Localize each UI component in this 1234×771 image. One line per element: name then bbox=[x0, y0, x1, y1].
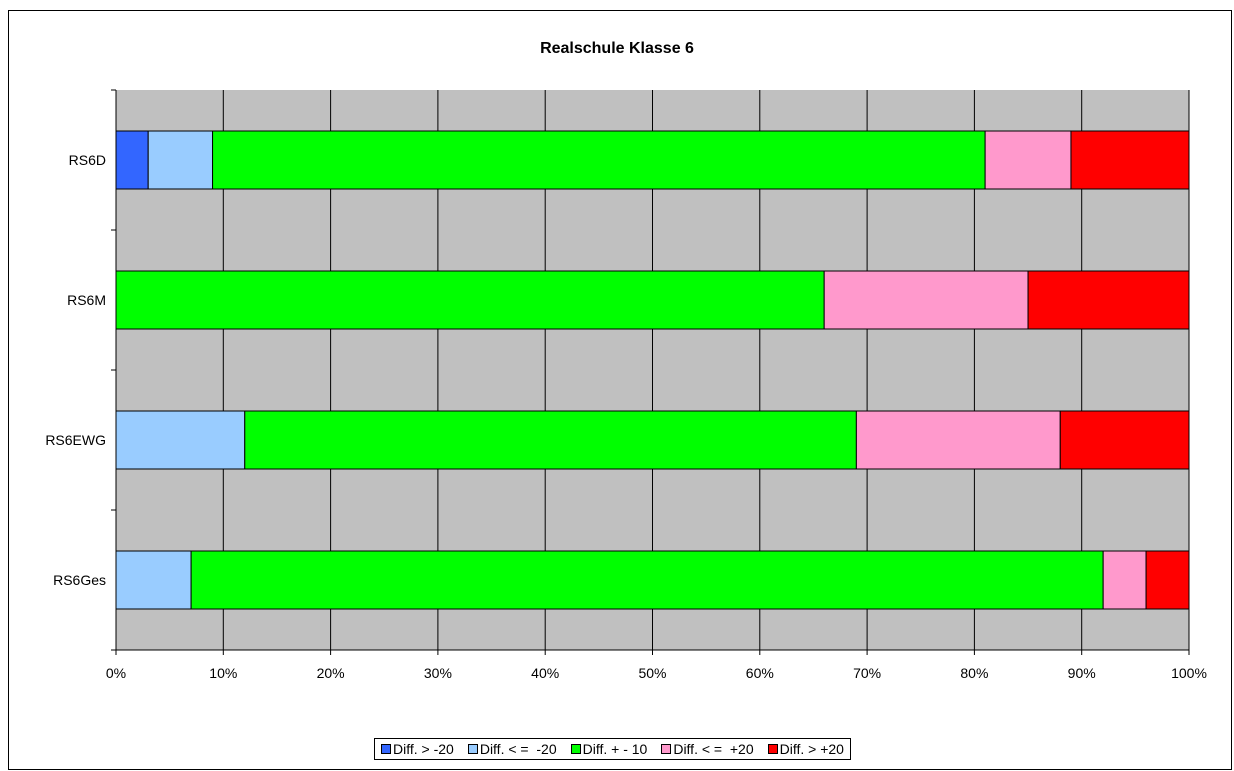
bar-segment bbox=[116, 551, 191, 609]
bar-segment bbox=[116, 131, 148, 189]
x-tick-label: 0% bbox=[105, 665, 127, 681]
category-label: RS6D bbox=[68, 152, 106, 168]
legend-swatch bbox=[468, 744, 478, 754]
legend-item bbox=[768, 741, 844, 757]
bar-segment bbox=[1028, 271, 1189, 329]
legend-swatch bbox=[381, 744, 391, 754]
legend bbox=[374, 738, 851, 760]
x-tick-label: 100% bbox=[1171, 665, 1207, 681]
legend-label: Diff. > +20 bbox=[779, 741, 844, 757]
bar-segment bbox=[116, 411, 245, 469]
bar-segment bbox=[856, 411, 1060, 469]
chart-title: Realschule Klasse 6 bbox=[540, 40, 694, 57]
bar-segment bbox=[1103, 551, 1146, 609]
category-label: RS6EWG bbox=[45, 432, 106, 448]
x-tick-label: 20% bbox=[316, 665, 345, 681]
x-tick-label: 30% bbox=[423, 665, 452, 681]
legend-swatch bbox=[661, 744, 671, 754]
x-tick-label: 60% bbox=[745, 665, 774, 681]
legend-swatch bbox=[571, 744, 581, 754]
bar-segment bbox=[1146, 551, 1189, 609]
bar-segment bbox=[148, 131, 212, 189]
bar-segment bbox=[191, 551, 1103, 609]
bar-segment bbox=[245, 411, 857, 469]
bar-segment bbox=[213, 131, 986, 189]
legend-item bbox=[468, 741, 557, 757]
bar-segment bbox=[1060, 411, 1189, 469]
bar-segment bbox=[985, 131, 1071, 189]
x-tick-label: 70% bbox=[853, 665, 882, 681]
bar-segment bbox=[824, 271, 1028, 329]
bar-segment bbox=[116, 271, 824, 329]
legend-swatch bbox=[768, 744, 778, 754]
x-tick-label: 90% bbox=[1067, 665, 1096, 681]
legend-item bbox=[381, 741, 454, 757]
x-tick-label: 40% bbox=[531, 665, 560, 681]
legend-item bbox=[661, 741, 753, 757]
legend-label: Diff. < = -20 bbox=[479, 741, 557, 757]
x-tick-label: 50% bbox=[638, 665, 667, 681]
bar-segment bbox=[1071, 131, 1189, 189]
legend-item bbox=[571, 741, 648, 757]
x-tick-label: 80% bbox=[960, 665, 989, 681]
category-label: RS6Ges bbox=[53, 572, 106, 588]
x-tick-label: 10% bbox=[209, 665, 238, 681]
category-label: RS6M bbox=[67, 292, 106, 308]
legend-label: Diff. + - 10 bbox=[582, 741, 648, 757]
legend-label: Diff. < = +20 bbox=[673, 741, 754, 757]
legend-label: Diff. > -20 bbox=[393, 741, 454, 757]
